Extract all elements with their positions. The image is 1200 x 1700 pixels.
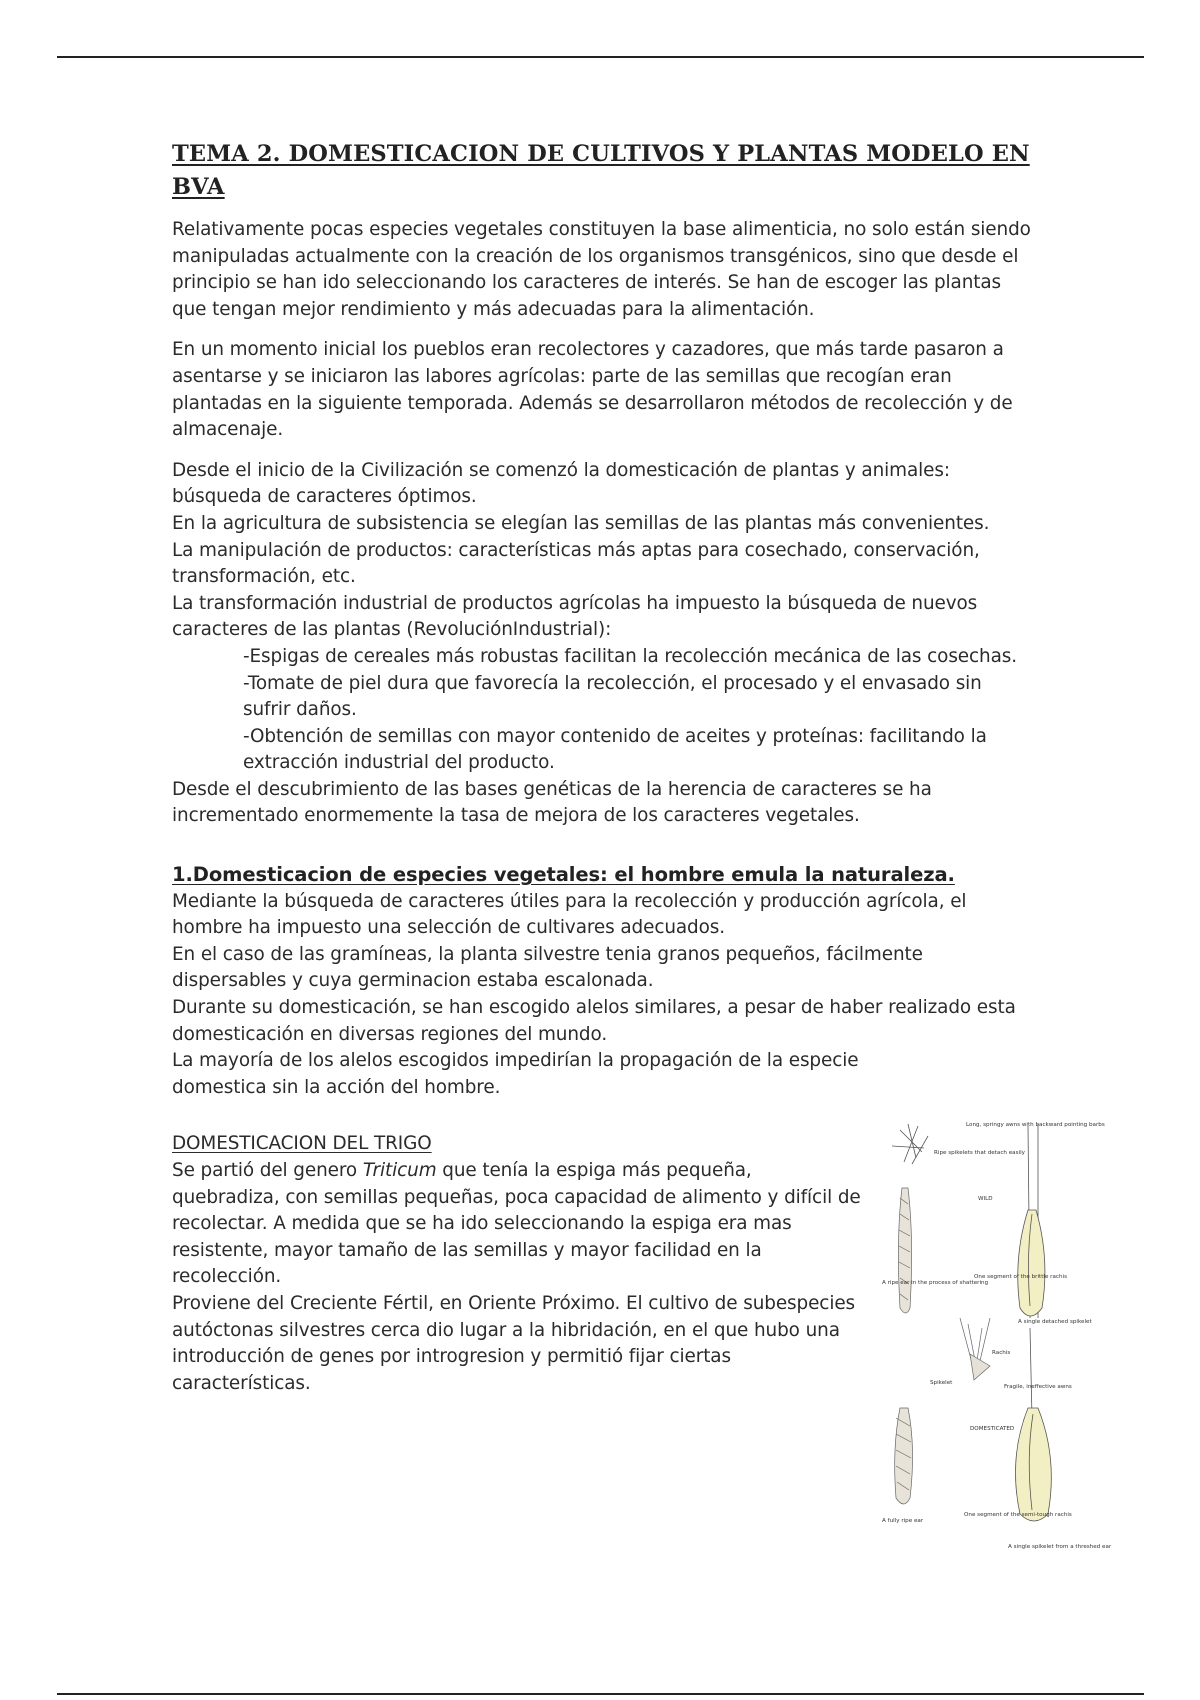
bottom-rule [57, 1693, 1144, 1695]
label-ripe-ear-shattering: A ripe ear in the process of shattering [882, 1280, 989, 1286]
label-spikelet: Spikelet [930, 1380, 953, 1386]
brittle-spike-drawing [960, 1318, 990, 1380]
civilization-line-4: La transformación industrial de productos agrícolas ha impuesto la búsqueda de nuevos caracteres de las plantas (RevoluciónIndustrial): [172, 592, 978, 641]
genetics-line: Desde el descubrimiento de las bases genéticas de la herencia de caracteres se ha incrementado enormemente la tasa de mejora de los caracteres vegetales. [172, 778, 932, 827]
domesticated-spikelet [1016, 1328, 1052, 1521]
intro-paragraph-2: En un momento inicial los pueblos eran recolectores y cazadores, que más tarde pasaron a asentarse y se iniciaron las labores agrícolas: parte de las semillas que recogían eran plantadas en la siguiente temporada. Además se desarrollaron métodos de recolección y de almacenaje. [172, 339, 1013, 441]
label-awns: Long, springy awns with backward pointing barbs [966, 1122, 1105, 1128]
civilization-line-1: Desde el inicio de la Civilización se comenzó la domesticación de plantas y animales: búsqueda de caracteres óptimos. [172, 459, 950, 508]
wheat-domestication-figure [878, 1118, 1112, 1560]
section-1-line-1: Mediante la búsqueda de caracteres útiles para la recolección y producción agrícola, el hombre ha impuesto una selección de cultivares adecuados. [172, 890, 967, 939]
genus-name: Triticum [362, 1160, 437, 1181]
label-rachis: Rachis [992, 1350, 1011, 1356]
label-domesticated: DOMESTICATED [970, 1426, 1015, 1432]
label-detached-spikelet: A single detached spikelet [1018, 1319, 1092, 1325]
label-brittle-rachis: One segment of the brittle rachis [974, 1274, 1067, 1280]
civilization-line-2: En la agricultura de subsistencia se elegían las semillas de las plantas más convenientes. [172, 512, 990, 534]
industrial-example-2: -Tomate de piel dura que favorecía la recolección, el procesado y el envasado sin sufrir daños. [243, 672, 982, 721]
wheat-heading: DOMESTICACION DEL TRIGO [172, 1133, 432, 1155]
wheat-paragraph-1: Se partió del genero Triticum que tenía la espiga más pequeña, quebradiza, con semillas pequeñas, poca capacidad de alimento y difícil de recolectar. A medida que se ha ido seleccionando la espiga era mas resistente, mayor tamaño de las semillas y mayor facilidad en la recolección. [172, 1160, 861, 1288]
section-1-line-4: La mayoría de los alelos escogidos impedirían la propagación de la especie domestica sin la acción del hombre. [172, 1050, 859, 1098]
label-threshed-spikelet: A single spikelet from a threshed ear [1008, 1544, 1112, 1550]
top-rule [57, 56, 1144, 58]
label-fully-ripe-ear: A fully ripe ear [882, 1518, 924, 1524]
domesticated-ear [895, 1408, 913, 1504]
label-ripe-spikelets: Ripe spikelets that detach easily [934, 1150, 1025, 1156]
wild-spikelet [1018, 1210, 1045, 1316]
section-1-line-2: En el caso de las gramíneas, la planta silvestre tenia granos pequeños, fácilmente dispersables y cuya germinacion estaba escalonada. [172, 943, 923, 992]
section-1-heading: 1.Domesticacion de especies vegetales: el hombre emula la naturaleza. [172, 863, 955, 887]
intro-paragraph-1: Relativamente pocas especies vegetales constituyen la base alimenticia, no solo están siendo manipuladas actualmente con la creación de los organismos transgénicos, sino que desde el principio se han ido seleccionando los caracteres de interés. Se han de escoger las plantas que tengan mejor rendimiento y más adecuadas para la alimentación. [172, 219, 1031, 320]
wild-ripe-ear [898, 1188, 911, 1313]
wheat-illustration [878, 1118, 1112, 1560]
label-fragile-awns: Fragile, ineffective awns [1004, 1384, 1072, 1390]
civilization-line-3: La manipulación de productos: características más aptas para cosechado, conservación, transformación, etc. [172, 539, 980, 588]
section-1-line-3: Durante su domesticación, se han escogido alelos similares, a pesar de haber realizado esta domesticación en diversas regiones del mundo. [172, 997, 1016, 1045]
industrial-example-3: -Obtención de semillas con mayor contenido de aceites y proteínas: facilitando la extracción industrial del producto. [243, 725, 987, 774]
page-title: TEMA 2. DOMESTICACION DE CULTIVOS Y PLANTAS MODELO EN BVA [172, 141, 1030, 200]
wheat-paragraph-2: Proviene del Creciente Fértil, en Oriente Próximo. El cultivo de subespecies autóctonas silvestres cerca dio lugar a la hibridación, en el que hubo una introducción de genes por introgresion y permitió fijar ciertas características. [172, 1292, 856, 1394]
label-wild: WILD [978, 1196, 993, 1202]
label-semi-tough-rachis: One segment of the semi-tough rachis [964, 1512, 1072, 1518]
industrial-example-1: -Espigas de cereales más robustas facilitan la recolección mecánica de las cosechas. [243, 645, 1017, 667]
